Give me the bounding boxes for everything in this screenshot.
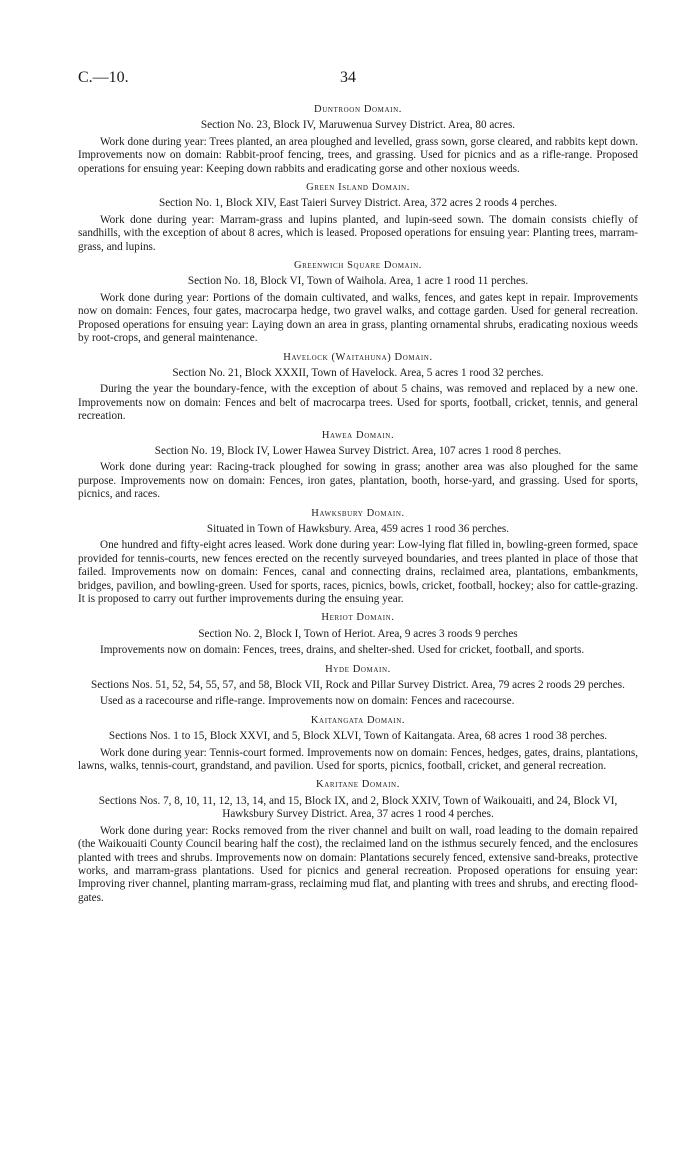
domain-section: Sections Nos. 7, 8, 10, 11, 12, 13, 14, and 15, Block IX, and 2, Block XXIV, Town of Waikouaiti, and 24, Block VI, Hawksbury Survey District. Area, 37 acres 1 rood 4 perches.	[98, 794, 618, 821]
domain-hawea	[78, 429, 638, 502]
domain-duntroon	[78, 103, 638, 176]
domain-body: Work done during year: Rocks removed from the river channel and built on wall, road leading to the domain repaired (the Waikouaiti County Council bearing half the cost), the reclaimed land on the isthmus securely fenced, and the enclosures planted with trees and shrubs. Improvements now on domain: Plantations securely fenced, extensive sand-breaks, protective works, and marram-grass plantations. Used for picnics and general recreation. Proposed operations for ensuing year: Improving river channel, planting marram-grass, reclaiming mud flat, and planting with trees and shrubs, and erecting flood-gates.	[78, 824, 638, 904]
page-number: 34	[340, 69, 356, 86]
domain-body: Improvements now on domain: Fences, trees, drains, and shelter-shed. Used for cricket, football, and sports.	[100, 644, 585, 657]
domain-hyde	[78, 663, 638, 709]
domain-section: Situated in Town of Hawksbury. Area, 459 acres 1 rood 36 perches.	[206, 522, 510, 535]
domain-karitane	[78, 778, 638, 905]
domain-heriot	[78, 611, 638, 657]
domain-section: Section No. 23, Block IV, Maruwenua Survey District. Area, 80 acres.	[200, 119, 516, 132]
document-code: C.—10.	[78, 69, 129, 86]
domain-title: Havelock (Waitahuna) Domain.	[283, 351, 433, 363]
domain-greenwich-square	[78, 259, 638, 345]
domain-havelock	[78, 351, 638, 424]
domain-body: Work done during year: Trees planted, an area ploughed and levelled, grass sown, gorse cleared, and rabbits kept down. Improvements now on domain: Rabbit-proof fencing, trees, and grassing. Used for picnics and as a rifle-range. Proposed operations for ensuing year: Keeping down rabbits and eradicating gorse and other noxious weeds.	[78, 135, 638, 175]
domain-section: Section No. 18, Block VI, Town of Waihola. Area, 1 acre 1 rood 11 perches.	[187, 275, 529, 288]
domain-green-island	[78, 181, 638, 254]
page-content	[78, 103, 638, 910]
domain-title: Kaitangata Domain.	[310, 714, 406, 726]
domain-title: Hyde Domain.	[325, 663, 391, 675]
domain-title: Hawea Domain.	[321, 429, 395, 441]
domain-title: Duntroon Domain.	[314, 104, 402, 115]
domain-title: Greenwich Square Domain.	[293, 260, 423, 272]
domain-section: Section No. 21, Block XXXII, Town of Havelock. Area, 5 acres 1 rood 32 perches.	[172, 366, 544, 379]
domain-title: Hawksbury Domain.	[311, 507, 405, 519]
domain-section: Sections Nos. 1 to 15, Block XXVI, and 5, Block XLVI, Town of Kaitangata. Area, 68 acres 1 rood 38 perches.	[108, 730, 608, 743]
domain-section: Section No. 1, Block XIV, East Taieri Survey District. Area, 372 acres 2 roods 4 perches.	[158, 197, 558, 210]
domain-body: During the year the boundary-fence, with the exception of about 5 chains, was removed and replaced by a new one. Improvements now on domain: Fences and belt of macrocarpa trees. Used for sports, football, cricket, tennis, and general recreation.	[78, 383, 638, 423]
domain-title: Green Island Domain.	[306, 182, 410, 194]
domain-body: Work done during year: Portions of the domain cultivated, and walks, fences, and gates kept in repair. Improvements now on domain: Fences, four gates, macrocarpa hedge, two gravel walks, and cottage garden. Used for general recreation. Proposed operations for ensuing year: Laying down an area in grass, planting ornamental shrubs, eradicating noxious weeds by root-crops, and general maintenance.	[78, 291, 638, 345]
domain-body: Work done during year: Marram-grass and lupins planted, and lupin-seed sown. The domain consists chiefly of sandhills, with the exception of about 8 acres, which is leased. Proposed operations for ensuing year: Planting trees, marram-grass, and lupins.	[78, 213, 638, 253]
domain-section: Section No. 19, Block IV, Lower Hawea Survey District. Area, 107 acres 1 rood 8 perches.	[154, 444, 562, 457]
domain-title: Karitane Domain.	[316, 779, 400, 791]
domain-body: Used as a racecourse and rifle-range. Improvements now on domain: Fences and racecourse.	[100, 695, 515, 708]
domain-section: Sections Nos. 51, 52, 54, 55, 57, and 58, Block VII, Rock and Pillar Survey District. Area, 79 acres 2 roods 29 perches.	[91, 679, 625, 692]
domain-body: One hundred and fifty-eight acres leased. Work done during year: Low-lying flat filled in, bowling-green formed, space provided for tennis-courts, new fences erected on the recently surveyed boundaries, and trees planted in place of those that failed. Improvements now on domain: Fences, canal and connecting drains, reclaimed area, plantations, embankments, bridges, pavilion, and bowling-green. Used for sports, races, picnics, bowls, cricket, football, hockey; also for cattle-grazing. It is proposed to carry out further improvements during the ensuing year.	[78, 539, 638, 605]
domain-hawksbury	[78, 507, 638, 607]
domain-section: Section No. 2, Block I, Town of Heriot. Area, 9 acres 3 roods 9 perches	[198, 627, 518, 640]
domain-kaitangata	[78, 714, 638, 774]
domain-body: Work done during year: Tennis-court formed. Improvements now on domain: Fences, hedges, gates, drains, plantations, lawns, walks, tennis-court, grandstand, and pavilion. Used for sports, picnics, football, cricket, and general recreation.	[78, 746, 638, 773]
page-header	[78, 69, 638, 89]
domain-title: Heriot Domain.	[321, 612, 395, 624]
domain-body: Work done during year: Racing-track ploughed for sowing in grass; another area was also ploughed for the same purpose. Improvements now on domain: Fences, iron gates, plantation, booth, horse-yard, and grassing. Used for sports, picnics, and races.	[78, 461, 638, 501]
